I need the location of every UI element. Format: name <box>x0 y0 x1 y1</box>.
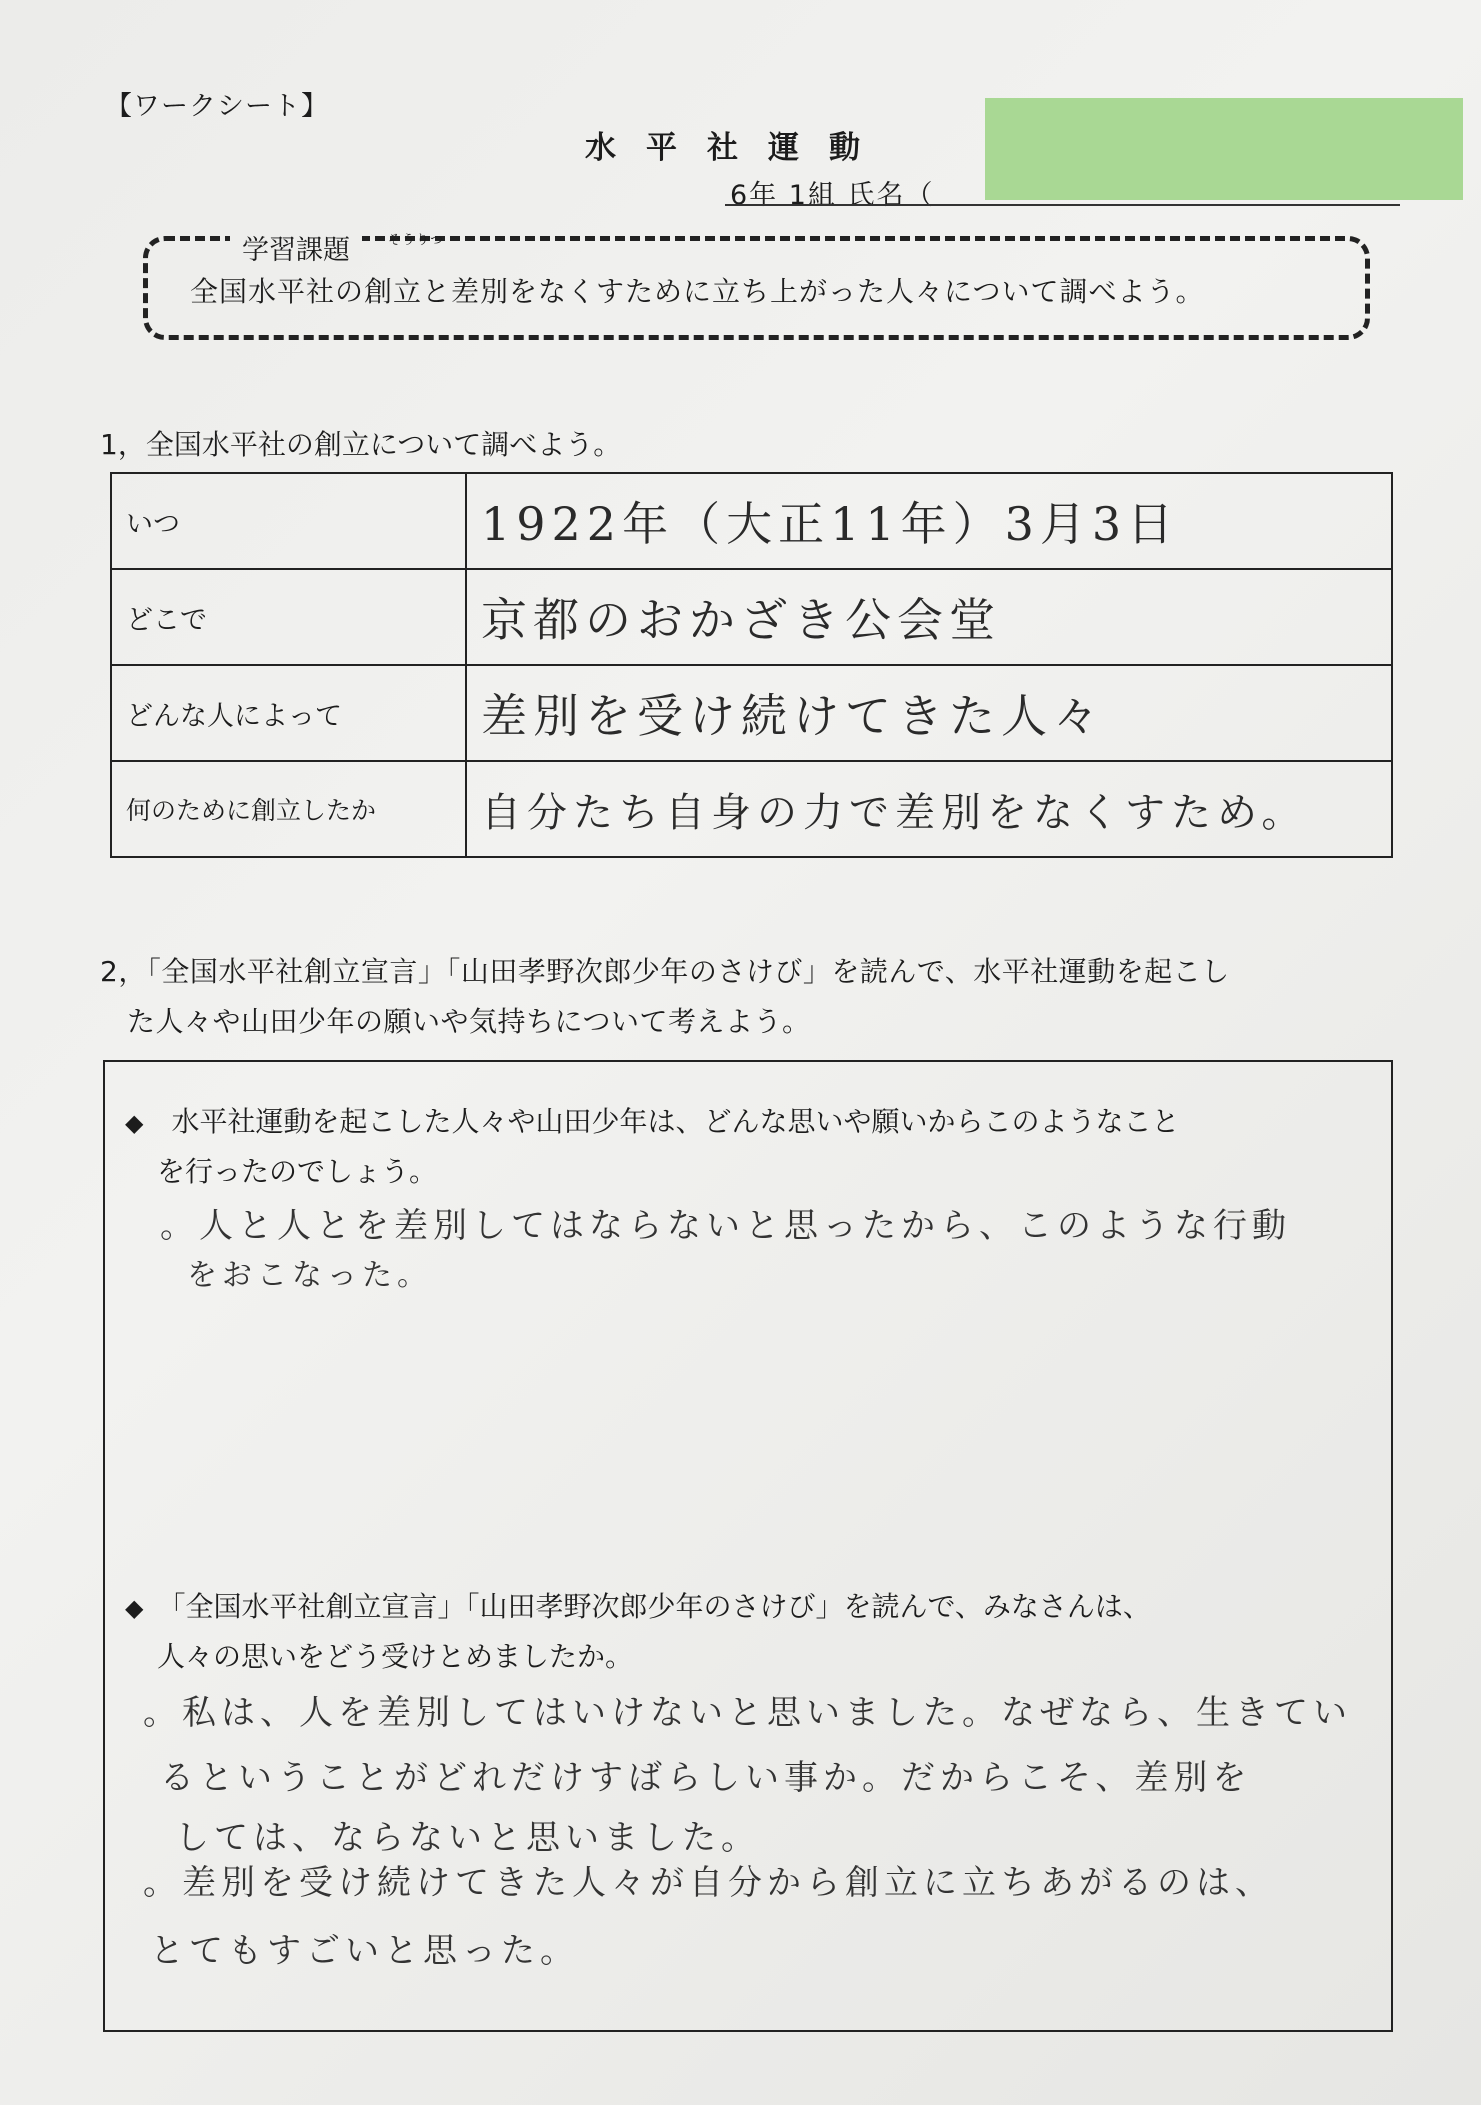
answer1-line2: をおこなった。 <box>187 1258 432 1293</box>
answer2-line2: るということがどれだけすばらしい事か。だからこそ、差別を <box>160 1758 1252 1798</box>
name-underline <box>725 204 1400 206</box>
answer2-line3: しては、ならないと思いました。 <box>175 1818 760 1858</box>
section1-heading: 1，全国水平社の創立について調べよう。 <box>100 428 622 461</box>
task-text: 全国水平社の創立と差別をなくすために立ち上がった人々について調べよう。 <box>190 275 1205 308</box>
diamond-bullet-icon: ◆ <box>125 1594 144 1622</box>
worksheet-label: 【ワークシート】 <box>105 91 329 122</box>
question1-line1 <box>125 1100 1180 1140</box>
table-row <box>111 569 1392 665</box>
answer1-line1: 。人と人とを差別してはならないと思ったから、このような行動 <box>160 1206 1291 1246</box>
section2-heading-line1: 2，「全国水平社創立宣言」「山田孝野次郎少年のさけび」を読んで、水平社運動を起こし <box>100 955 1230 988</box>
question2-line2: 人々の思いをどう受けとめましたか。 <box>157 1640 634 1673</box>
section2-heading-line2: た人々や山田少年の願いや気持ちについて考えよう。 <box>127 1005 811 1038</box>
row-label: どこで <box>111 569 466 665</box>
answer2-line1: 。私は、人を差別してはいけないと思いました。なぜなら、生きてい <box>143 1693 1352 1733</box>
answer2-line4: 。差別を受け続けてきた人々が自分から創立に立ちあがるのは、 <box>143 1863 1274 1903</box>
row-answer: 京都のおかざき公会堂 <box>466 569 1392 665</box>
row-answer: 差別を受け続けてきた人々 <box>466 665 1392 761</box>
table-row <box>111 665 1392 761</box>
info-table <box>110 472 1393 858</box>
table-row <box>111 473 1392 569</box>
class-name-label: 6年 1組 氏名（ <box>730 180 935 211</box>
diamond-bullet-icon: ◆ <box>125 1109 144 1137</box>
table-row <box>111 761 1392 857</box>
question2-text: 「全国水平社創立宣言」「山田孝野次郎少年のさけび」を読んで、みなさんは、 <box>171 1590 1151 1623</box>
task-ruby: そうりつ <box>388 233 445 248</box>
row-label: 何のために創立したか <box>111 761 466 857</box>
question1-text: 水平社運動を起こした人々や山田少年は、どんな思いや願いからこのようなこと <box>171 1105 1180 1138</box>
answer2-line5: とてもすごいと思った。 <box>150 1931 579 1971</box>
task-heading: 学習課題 <box>230 228 362 267</box>
question2-line1 <box>125 1585 1151 1625</box>
row-label: いつ <box>111 473 466 569</box>
question1-line2: を行ったのでしょう。 <box>157 1155 438 1188</box>
row-answer: 1922年（大正11年）3月3日 <box>466 473 1392 569</box>
page-title: 水平社運動 <box>585 130 890 166</box>
row-answer: 自分たち自身の力で差別をなくすため。 <box>466 761 1392 857</box>
name-cover-sticker <box>985 98 1463 200</box>
row-label: どんな人によって <box>111 665 466 761</box>
